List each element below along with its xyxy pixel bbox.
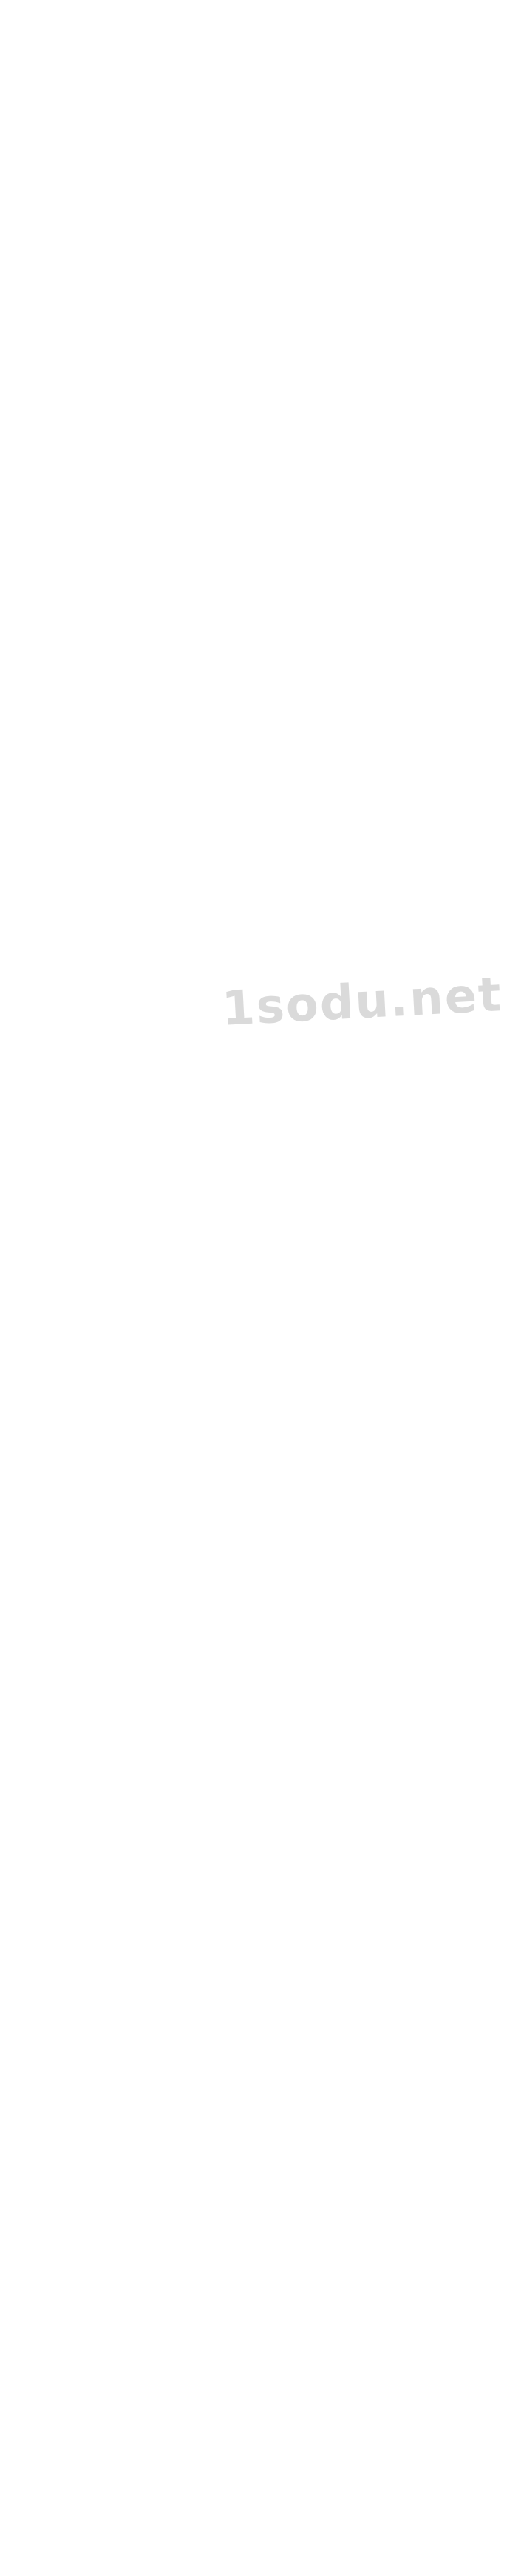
chapter-paragraph [10,53,511,70]
paragraph-gap [0,1040,521,1057]
paragraph-gap [0,2350,521,2367]
chapter-paragraph [10,1873,511,1907]
paragraph-gap [0,2026,521,2043]
chapter-paragraph [10,887,511,938]
paragraph-gap [0,1754,521,1771]
chapter-paragraph [10,2265,511,2299]
paragraph-gap [0,717,521,734]
chapter-paragraph [10,2231,511,2248]
paragraph-gap [0,1465,521,1482]
paragraph-gap [0,138,521,155]
paragraph-gap [0,1193,521,1210]
chapter-content [0,19,521,2552]
paragraph-gap [0,70,521,87]
chapter-paragraph [10,2009,511,2026]
paragraph-gap [0,632,521,649]
chapter-paragraph [10,1108,511,1142]
chapter-paragraph [10,598,511,632]
chapter-paragraph [10,19,511,36]
chapter-paragraph [10,155,511,206]
paragraph-gap [0,496,521,513]
paragraph-gap [0,410,521,427]
paragraph-gap [0,2163,521,2180]
chapter-paragraph [10,87,511,138]
paragraph-gap [0,2214,521,2231]
chapter-paragraph [10,1159,511,1193]
chapter-paragraph [10,1431,511,1465]
paragraph-gap [0,1652,521,1669]
chapter-paragraph [10,1261,511,1278]
paragraph-gap [0,581,521,598]
paragraph-gap [0,938,521,955]
paragraph-gap [0,666,521,683]
paragraph-gap [0,1992,521,2009]
paragraph-gap [0,1941,521,1958]
chapter-paragraph [10,785,511,802]
chapter-paragraph [10,1958,511,1992]
chapter-paragraph [10,1210,511,1244]
paragraph-gap [0,1414,521,1431]
paragraph-gap [0,2112,521,2129]
chapter-paragraph [10,1601,511,1652]
paragraph-gap [0,274,521,291]
watermark-text: 1sodu.net [220,967,504,1037]
paragraph-gap [0,1533,521,1550]
paragraph-gap [0,1856,521,1873]
chapter-paragraph [10,1771,511,1805]
paragraph-gap [0,2299,521,2316]
chapter-paragraph [10,1397,511,1414]
chapter-paragraph [10,513,511,530]
paragraph-gap [0,2078,521,2095]
paragraph-gap [0,308,521,325]
site-banner-top [0,0,521,16]
paragraph-gap [0,768,521,785]
chapter-paragraph [10,1550,511,1584]
chapter-paragraph [10,359,511,410]
paragraph-gap [0,2248,521,2265]
chapter-paragraph [10,2095,511,2112]
chapter-paragraph [10,683,511,717]
chapter-paragraph [10,2316,511,2350]
paragraph-gap [0,1703,521,1720]
chapter-paragraph [10,734,511,768]
paragraph-gap [0,1329,521,1346]
chapter-paragraph [10,427,511,462]
paragraph-gap [0,206,521,223]
chapter-paragraph [10,649,511,666]
chapter-paragraph [10,1006,511,1040]
chapter-paragraph [10,2043,511,2078]
chapter-paragraph [10,547,511,581]
chapter-paragraph [10,1482,511,1533]
chapter-paragraph [10,1720,511,1754]
paragraph-gap [0,36,521,53]
chapter-paragraph [10,1346,511,1380]
paragraph-gap [0,1380,521,1397]
paragraph-gap [0,802,521,819]
chapter-paragraph [10,1822,511,1856]
paragraph-gap [0,989,521,1006]
chapter-paragraph [10,1295,511,1329]
paragraph-gap [0,462,521,479]
paragraph-gap [0,1584,521,1601]
site-banner-bottom [0,2560,521,2576]
paragraph-gap [0,1278,521,1295]
chapter-paragraph [10,2129,511,2163]
chapter-paragraph [10,1057,511,1091]
chapter-paragraph [10,223,511,274]
paragraph-gap [0,870,521,887]
chapter-paragraph [10,955,511,989]
paragraph-gap [0,1907,521,1924]
chapter-paragraph [10,1924,511,1941]
paragraph-gap [0,1244,521,1261]
chapter-paragraph [10,325,511,342]
chapter-paragraph [10,479,511,496]
paragraph-gap [0,1805,521,1822]
paragraph-gap [0,342,521,359]
chapter-paragraph [10,2180,511,2214]
paragraph-gap [0,1142,521,1159]
chapter-paragraph [10,291,511,308]
chapter-paragraph [10,819,511,870]
paragraph-gap [0,1091,521,1108]
paragraph-gap [0,530,521,547]
chapter-paragraph [10,1669,511,1703]
